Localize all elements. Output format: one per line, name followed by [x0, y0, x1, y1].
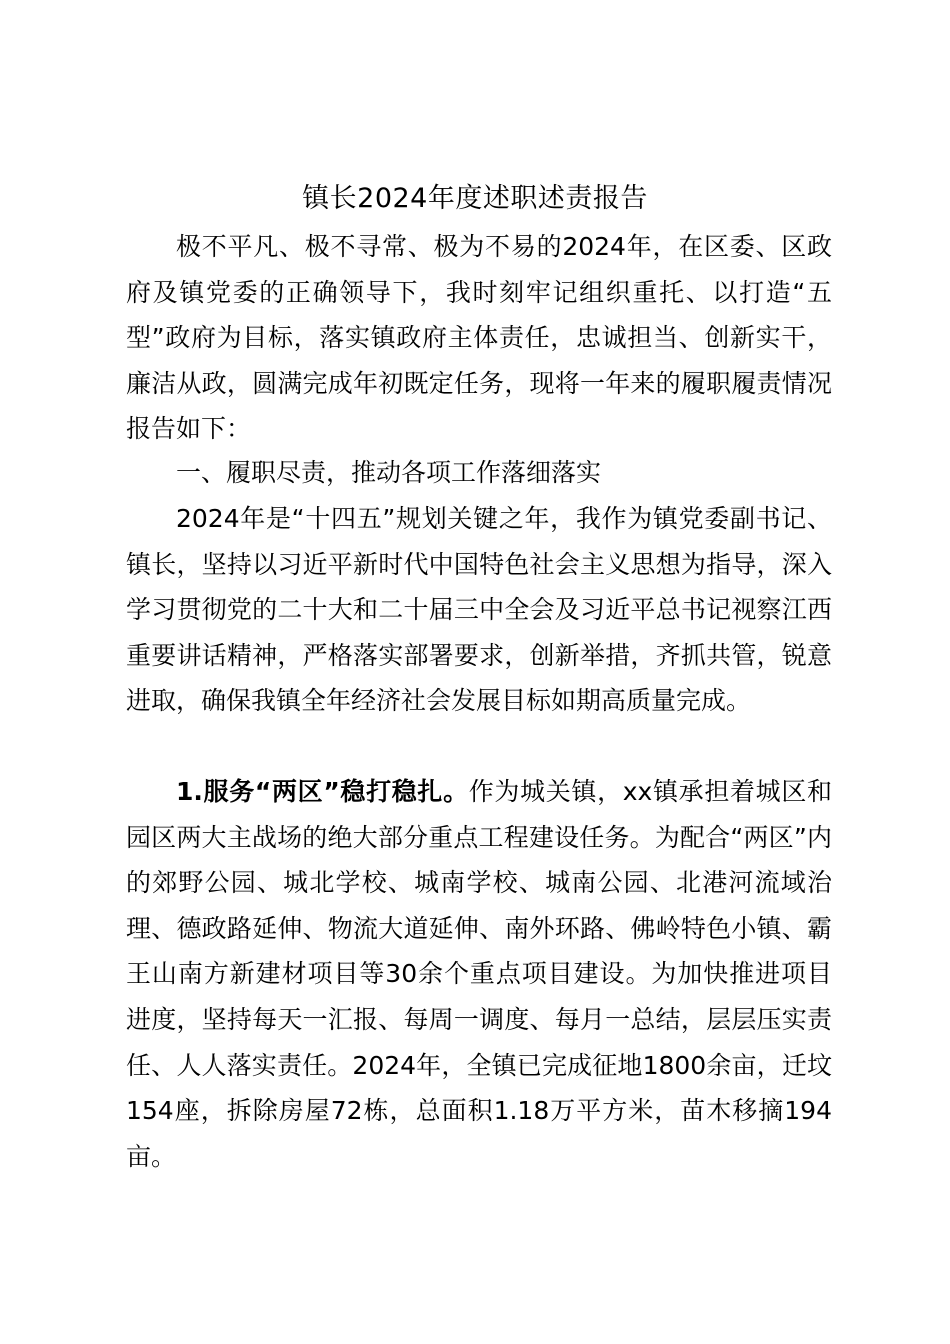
item-paragraph [126, 769, 832, 1179]
item-lead: 1.服务“两区”稳打稳扎。 [176, 777, 469, 806]
section-paragraph: 2024年是“十四五”规划关键之年，我作为镇党委副书记、镇长，坚持以习近平新时代中国特色社会主义思想为指导，深入学习贯彻党的二十大和二十届三中全会及习近平总书记视察江西重要讲话精神，严格落实部署要求，创新举措，齐抓共管，锐意进取，确保我镇全年经济社会发展目标如期高质量完成。 [126, 504, 832, 716]
section-heading: 一、履职尽责，推动各项工作落细落实 [176, 458, 602, 487]
intro-paragraph: 极不平凡、极不寻常、极为不易的2024年，在区委、区政府及镇党委的正确领导下，我时刻牢记组织重托、以打造“五型”政府为目标，落实镇政府主体责任，忠诚担当、创新实干，廉洁从政，圆满完成年初既定任务，现将一年来的履职履责情况报告如下： [126, 232, 832, 444]
item-body: 作为城关镇，xx镇承担着城区和园区两大主战场的绝大部分重点工程建设任务。为配合“两区”内的郊野公园、城北学校、城南学校、城南公园、北港河流域治理、德政路延伸、物流大道延伸、南外环路、佛岭特色小镇、霸王山南方新建材项目等30余个重点项目建设。为加快推进项目进度，坚持每天一汇报、每周一调度、每月一总结，层层压实责任、人人落实责任。2024年，全镇已完成征地1800余亩，迁坟154座，拆除房屋72栋，总面积1.18万平方米，苗木移摘194亩。 [126, 777, 832, 1171]
document-title: 镇长2024年度述职述责报告 [302, 183, 648, 214]
